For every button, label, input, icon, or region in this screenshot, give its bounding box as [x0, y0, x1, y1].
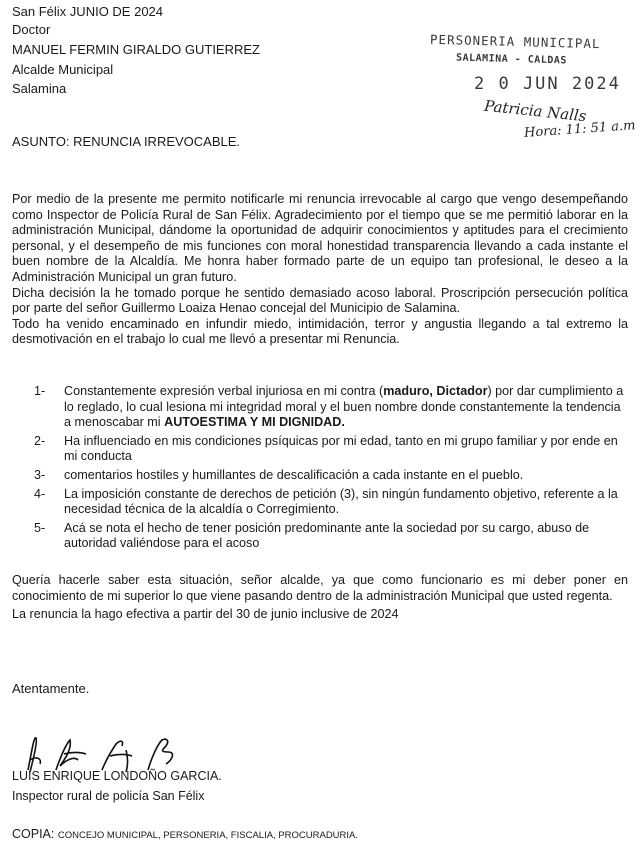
list-item-number: 4- [34, 486, 46, 501]
bold-insult: maduro, Dictador [383, 384, 488, 398]
stamp-office: PERSONERIA MUNICIPAL [429, 31, 601, 52]
list-item [12, 487, 628, 518]
body-paragraph-4: Quería hacerle saber esta situación, señor alcalde, ya que como funcionario es mi deber poner en conocimiento de mi superior lo que viene pasando dentro de la administración Municipal que usted regenta. [12, 573, 628, 603]
signer-role: Inspector rural de policía San Félix [12, 789, 205, 803]
list-item [12, 434, 628, 465]
letter-body [12, 192, 628, 348]
stamp-hour: Hora: 11: 51 a.m [523, 118, 636, 141]
list-item-text: La imposición constante de derechos de petición (3), sin ningún fundamento objetivo, referente a la necesidad técnica de la alcaldía o Corregimiento. [64, 486, 618, 517]
closing-salutation: Atentamente. [12, 681, 90, 696]
recipient-title: Alcalde Municipal [12, 62, 114, 77]
list-item [12, 384, 628, 431]
subject-line: ASUNTO: RENUNCIA IRREVOCABLE. [12, 134, 241, 149]
list-item-text: comentarios hostiles y humillantes de descalificación a cada instante en el pueblo. [64, 467, 524, 482]
recipient-city: Salamina [12, 81, 67, 96]
copia-label: COPIA: [12, 827, 58, 841]
salutation: Doctor [12, 22, 51, 37]
list-item-text: Acá se nota el hecho de tener posición predominante ante la sociedad por su cargo, abuso de autoridad valiéndose para el acoso [64, 520, 590, 551]
copia-list: CONCEJO MUNICIPAL, PERSONERIA, FISCALIA, PROCURADURIA. [57, 830, 359, 841]
stamp-date: 2 0 JUN 2024 [474, 74, 621, 94]
list-item-text: Ha influenciado en mis condiciones psíquicas por mi edad, tanto en mi grupo familiar y por ende en mi conducta [64, 433, 618, 464]
list-item-number: 5- [34, 520, 46, 535]
list-item-number: 1- [34, 384, 46, 398]
body-paragraph-2: Dicha decisión la he tomado porque he sentido demasiado acoso laboral. Proscripción persecución política por parte del señor Guillermo Loaiza Henao concejal del Municipio de Salamina. [12, 285, 628, 316]
body-paragraph-5: La renuncia la hago efectiva a partir del 30 de junio inclusive de 2024 [12, 607, 399, 622]
stamp-location: SALAMINA - CALDAS [455, 52, 567, 67]
list-item [12, 468, 628, 484]
body-paragraph-3: Todo ha venido encaminado en infundir miedo, intimidación, terror y angustia llegando a tal extremo la desmotivación en el trabajo lo cual me llevó a presentar mi Renuncia. [12, 316, 628, 347]
letter-place-date: San Félix JUNIO DE 2024 [12, 4, 164, 19]
complaints-list [12, 384, 628, 555]
signer-name: LUIS ENRIQUE LONDOÑO GARCIA. [12, 769, 222, 783]
copy-recipients [12, 827, 358, 841]
stamp-received-by: Patricia Nalls [483, 96, 588, 126]
bold-dignity: AUTOESTIMA Y MI DIGNIDAD. [164, 415, 345, 430]
list-item-number: 3- [34, 467, 46, 482]
list-item-number: 2- [34, 433, 46, 448]
list-item-text: Constantemente expresión verbal injuriosa en mi contra (maduro, Dictador) por dar cumplimiento a lo reglado, lo cual lesiona mi integridad moral y el buen nombre donde constantemente la tendencia a menoscabar mi AUTOESTIMA Y MI DIGNIDAD. [64, 384, 624, 430]
recipient-name: MANUEL FERMIN GIRALDO GUTIERREZ [12, 42, 260, 57]
list-item [12, 521, 628, 552]
body-paragraph-1: Por medio de la presente me permito notificarle mi renuncia irrevocable al cargo que vengo desempeñando como Inspector de Policía Rural de San Félix. Agradecimiento por el tiempo que se me permitió laborar en la administración Municipal, dándome la oportunidad de adquirir conocimientos y aptitudes para el crecimiento personal, y el desempeño de mis funciones con moral honestidad transparencia llevando a cada instante el buen nombre de la Alcaldía. Me honra haber formado parte de un equipo tan profesional, le deseo a la Administración Municipal un gran futuro. [12, 192, 628, 284]
letter-closing-body [12, 573, 628, 623]
